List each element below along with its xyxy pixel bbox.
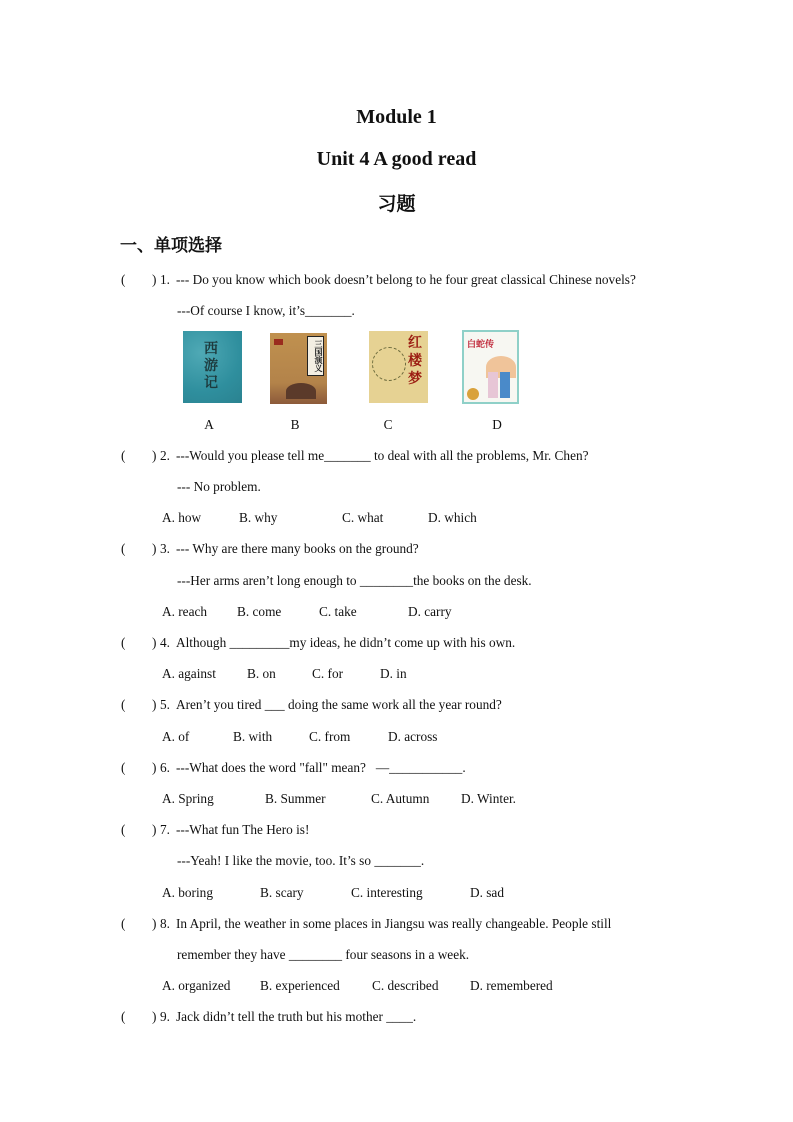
illustration-figure-icon (286, 383, 316, 399)
answer-paren-close: ) (152, 760, 157, 775)
answer-paren-open[interactable]: ( (121, 541, 126, 556)
option-label-b[interactable]: B (290, 417, 300, 432)
option-c[interactable]: C. from (309, 729, 351, 744)
question-text: --- Do you know which book doesn’t belong to he four great classical Chinese novels? (176, 272, 636, 287)
question-text: --- Why are there many books on the ground? (176, 541, 419, 556)
question-number: 1. (160, 272, 170, 287)
option-c[interactable]: C. described (372, 978, 439, 993)
question-text: Although _________my ideas, he didn’t come up with his own. (176, 635, 516, 650)
option-c[interactable]: C. Autumn (371, 791, 430, 806)
option-d[interactable]: D. sad (470, 885, 504, 900)
answer-paren-close: ) (152, 697, 157, 712)
decoration-icon (467, 388, 479, 400)
option-a[interactable]: A. against (162, 666, 216, 681)
question-number: 5. (160, 697, 170, 712)
book-cover-c[interactable] (369, 331, 428, 403)
option-label-c[interactable]: C (383, 417, 393, 432)
question-text: Aren’t you tired ___ doing the same work all the year round? (176, 697, 502, 712)
option-a[interactable]: A. boring (162, 885, 213, 900)
book-cover-d[interactable] (462, 330, 519, 404)
option-b[interactable]: B. come (237, 604, 282, 619)
option-d[interactable]: D. in (380, 666, 407, 681)
answer-paren-close: ) (152, 272, 157, 287)
question-number: 4. (160, 635, 170, 650)
question-text: ---Would you please tell me_______ to deal with all the problems, Mr. Chen? (176, 448, 589, 463)
option-c[interactable]: C. interesting (351, 885, 423, 900)
option-a[interactable]: A. of (162, 729, 190, 744)
option-label-a[interactable]: A (204, 417, 214, 432)
option-a[interactable]: A. Spring (162, 791, 214, 806)
answer-line: ---Yeah! I like the movie, too. It’s so _______. (177, 853, 425, 868)
option-b[interactable]: B. Summer (265, 791, 326, 806)
section-title: 一、单项选择 (120, 236, 222, 256)
unit-title: Unit 4 A good read (316, 148, 477, 170)
option-d[interactable]: D. remembered (470, 978, 553, 993)
option-d[interactable]: D. Winter. (461, 791, 516, 806)
question-text: ---What does the word "fall" mean? —___________. (176, 760, 466, 775)
answer-paren-open[interactable]: ( (121, 760, 126, 775)
question-number: 6. (160, 760, 170, 775)
option-b[interactable]: B. with (233, 729, 273, 744)
question-text: Jack didn’t tell the truth but his mother ____. (176, 1009, 417, 1024)
question-text-continued: remember they have ________ four seasons in a week. (177, 947, 470, 962)
answer-paren-close: ) (152, 541, 157, 556)
answer-paren-open[interactable]: ( (121, 916, 126, 931)
option-c[interactable]: C. what (342, 510, 384, 525)
answer-paren-open[interactable]: ( (121, 635, 126, 650)
book-cover-title: 白蛇传 (467, 340, 495, 350)
answer-line: ---Her arms aren’t long enough to ________the books on the desk. (177, 573, 532, 588)
book-cover-b[interactable] (270, 333, 327, 404)
question-text: In April, the weather in some places in Jiangsu was really changeable. People still (176, 916, 612, 931)
answer-paren-close: ) (152, 448, 157, 463)
answer-paren-open[interactable]: ( (121, 272, 126, 287)
figure-right-icon (500, 372, 510, 398)
question-number: 9. (160, 1009, 170, 1024)
answer-paren-close: ) (152, 635, 157, 650)
question-number: 3. (160, 541, 170, 556)
question-text: ---What fun The Hero is! (176, 822, 310, 837)
option-b[interactable]: B. scary (260, 885, 304, 900)
answer-paren-open[interactable]: ( (121, 448, 126, 463)
option-a[interactable]: A. reach (162, 604, 208, 619)
book-cover-title: 三国演义 (307, 336, 324, 376)
question-number: 8. (160, 916, 170, 931)
question-number: 7. (160, 822, 170, 837)
option-label-d[interactable]: D (492, 417, 502, 432)
answer-paren-close: ) (152, 822, 157, 837)
option-c[interactable]: C. for (312, 666, 344, 681)
answer-line: ---Of course I know, it’s_______. (177, 303, 355, 318)
book-cover-title: 西游记 (204, 341, 218, 391)
figure-left-icon (488, 372, 498, 398)
question-number: 2. (160, 448, 170, 463)
illustration-circle-icon (372, 347, 406, 381)
book-cover-a[interactable] (183, 331, 242, 403)
option-d[interactable]: D. across (388, 729, 438, 744)
answer-paren-close: ) (152, 1009, 157, 1024)
answer-line: --- No problem. (177, 479, 261, 494)
answer-paren-open[interactable]: ( (121, 1009, 126, 1024)
option-d[interactable]: D. which (428, 510, 477, 525)
book-cover-title: 红楼梦 (408, 335, 422, 387)
option-b[interactable]: B. experienced (260, 978, 340, 993)
answer-paren-open[interactable]: ( (121, 697, 126, 712)
exercise-subtitle: 习题 (377, 193, 416, 215)
option-b[interactable]: B. why (239, 510, 278, 525)
option-a[interactable]: A. how (162, 510, 202, 525)
seal-mark-icon (274, 339, 283, 345)
module-title: Module 1 (356, 106, 437, 128)
option-b[interactable]: B. on (247, 666, 276, 681)
option-d[interactable]: D. carry (408, 604, 452, 619)
answer-paren-close: ) (152, 916, 157, 931)
answer-paren-open[interactable]: ( (121, 822, 126, 837)
option-c[interactable]: C. take (319, 604, 357, 619)
option-a[interactable]: A. organized (162, 978, 231, 993)
